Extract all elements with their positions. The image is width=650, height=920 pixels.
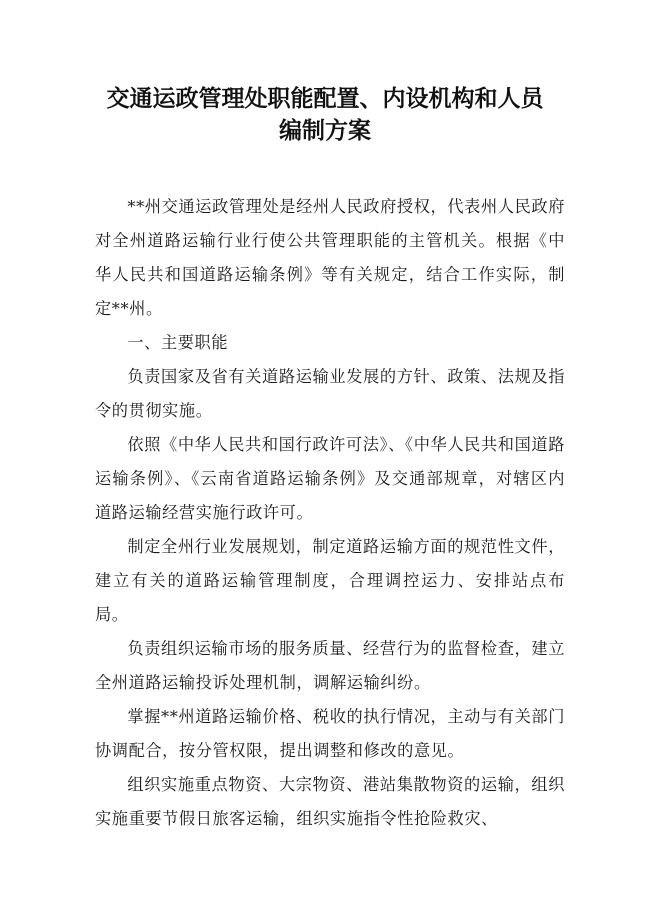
function-paragraph-3: 制定全州行业发展规划，制定道路运输方面的规范性文件，建立有关的道路运输管理制度，合理调控运力、安排站点布局。 (95, 537, 565, 624)
intro-paragraph: **州交通运政管理处是经州人民政府授权，代表州人民政府对全州道路运输行业行使公共管理职能的主管机关。根据《中华人民共和国道路运输条例》等有关规定，结合工作实际，制定**州。 (95, 197, 565, 318)
function-paragraph-6: 组织实施重点物资、大宗物资、港站集散物资的运输，组织实施重要节假日旅客运输，组织实施指令性抢险救灾、 (95, 775, 565, 828)
function-paragraph-1: 负责国家及省有关道路运输业发展的方针、政策、法规及指令的贯彻实施。 (95, 367, 565, 420)
function-paragraph-5: 掌握**州道路运输价格、税收的执行情况，主动与有关部门协调配合，按分管权限，提出调整和修改的意见。 (95, 707, 565, 760)
document-body (95, 190, 565, 836)
section-heading-main-functions: 一、主要职能 (127, 333, 229, 352)
function-paragraph-2: 依照《中华人民共和国行政许可法》、《中华人民共和国道路运输条例》、《云南省道路运输条例》及交通部规章，对辖区内道路运输经营实施行政许可。 (95, 435, 565, 522)
document-title-line-2: 编制方案 (279, 118, 371, 144)
function-paragraph-4: 负责组织运输市场的服务质量、经营行为的监督检查，建立全州道路运输投诉处理机制，调解运输纠纷。 (95, 639, 565, 692)
document-title-line-1: 交通运政管理处职能配置、内设机构和人员 (106, 86, 544, 112)
